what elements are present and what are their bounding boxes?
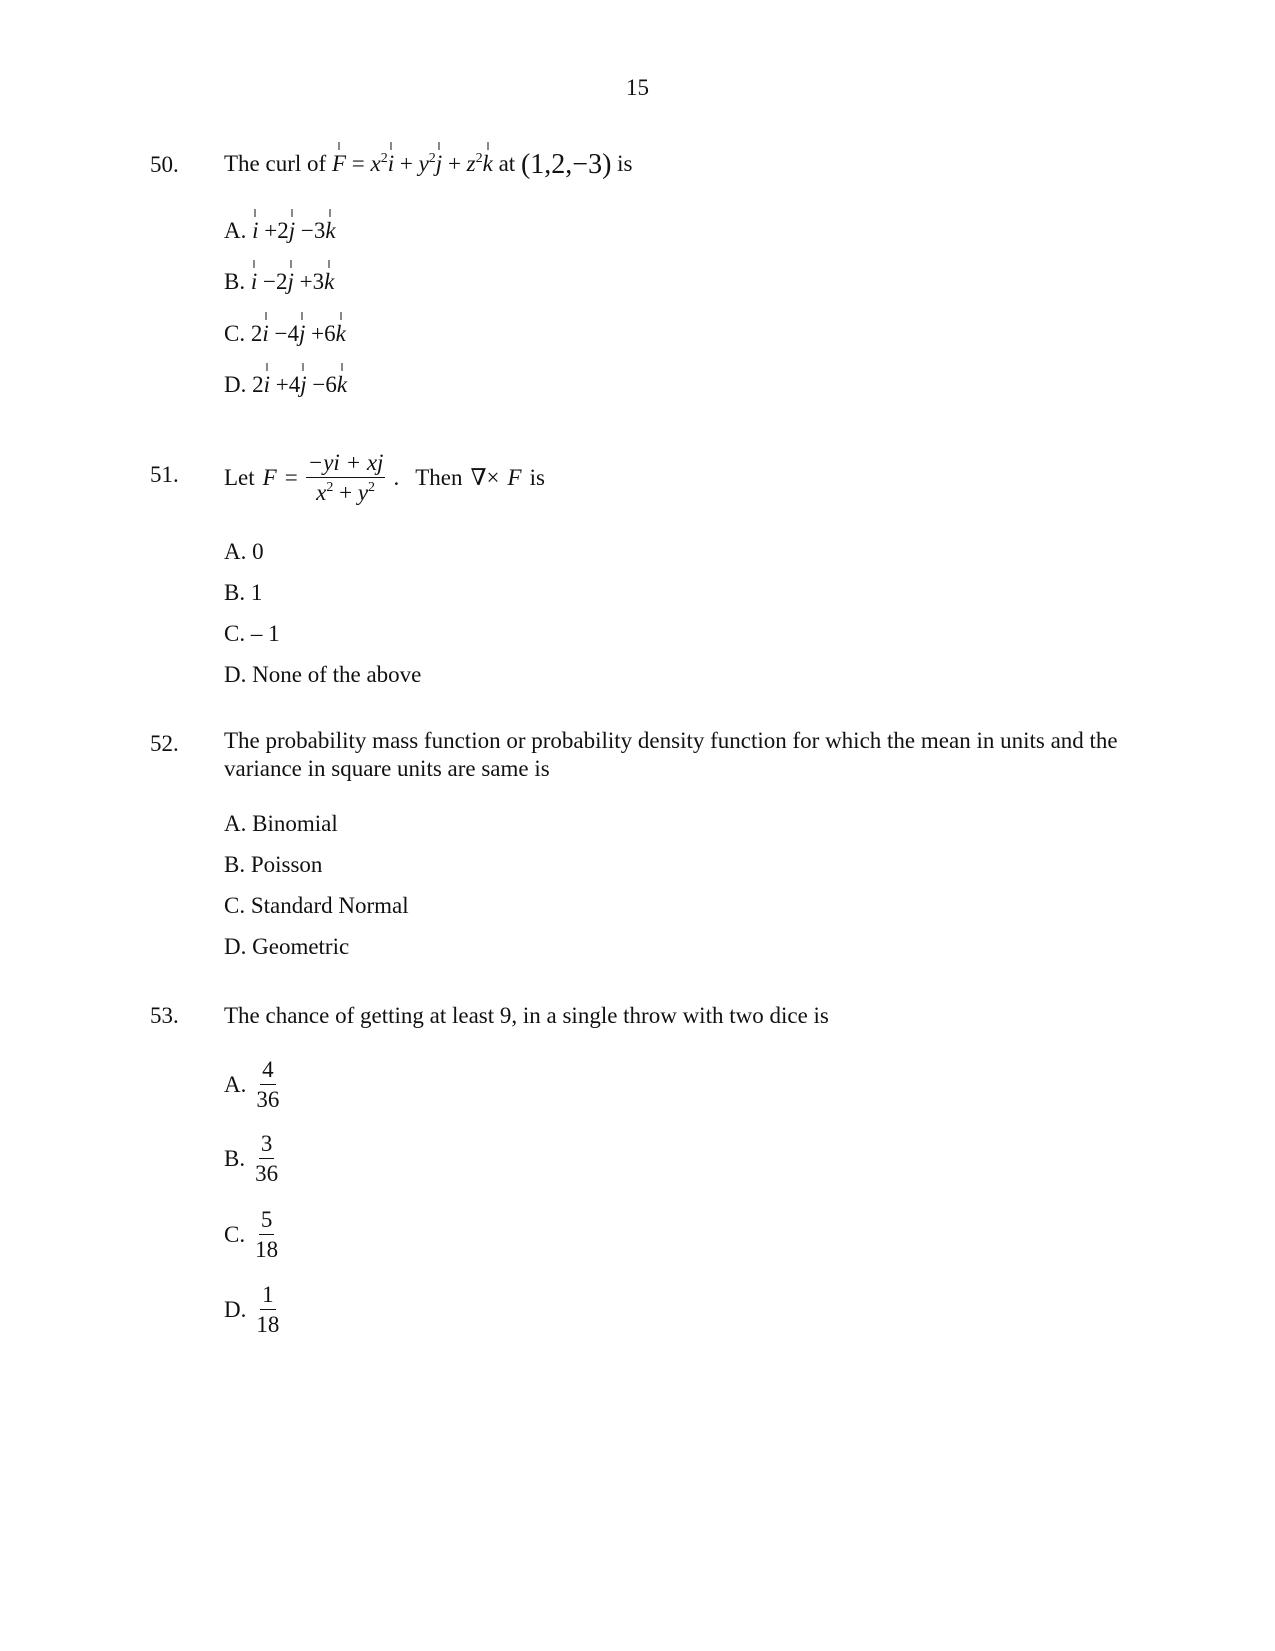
exp: 2 xyxy=(380,151,388,166)
option-text: Binomial xyxy=(252,811,338,836)
coef-k: +6 xyxy=(311,321,336,346)
coef-k: −6 xyxy=(312,372,337,397)
option-label: C. xyxy=(224,321,246,346)
question-50-stem xyxy=(224,151,633,179)
unit-j: j xyxy=(435,151,443,176)
question-53-number: 53. xyxy=(150,1003,179,1028)
coef-i: 2 xyxy=(252,372,264,397)
option-52-b[interactable] xyxy=(224,853,322,876)
equals: = xyxy=(284,464,298,490)
var-x: x xyxy=(316,479,327,505)
var-z: z xyxy=(466,151,476,176)
stem-text: Let xyxy=(224,464,255,490)
then-word: Then xyxy=(415,464,463,490)
option-label: A. xyxy=(224,1072,247,1097)
coef-k: +3 xyxy=(299,269,325,294)
option-text: Standard Normal xyxy=(250,893,409,918)
stem-tail: is xyxy=(529,464,545,490)
option-51-c[interactable] xyxy=(224,622,280,645)
unit-j: j xyxy=(298,321,306,346)
option-text: Poisson xyxy=(250,852,323,877)
question-50-number: 50. xyxy=(150,152,179,177)
plus: + xyxy=(447,151,461,176)
option-label: A. xyxy=(224,811,247,836)
fraction xyxy=(254,1283,281,1336)
fraction-denominator: 18 xyxy=(256,1312,280,1337)
option-label: C. xyxy=(224,893,246,918)
plus: + xyxy=(399,151,413,176)
unit-j: j xyxy=(288,218,296,243)
unit-j: j xyxy=(287,269,294,294)
fraction-denominator: 18 xyxy=(255,1237,279,1262)
fraction-numerator: 3 xyxy=(259,1132,275,1159)
coef-j: +2 xyxy=(264,218,289,243)
option-53-c[interactable] xyxy=(224,1208,280,1261)
option-52-d[interactable] xyxy=(224,935,349,958)
exp: 2 xyxy=(475,151,483,166)
option-51-a[interactable] xyxy=(224,540,264,563)
unit-i: i xyxy=(263,372,271,397)
page-number: 15 xyxy=(626,75,649,100)
exp: 2 xyxy=(368,479,376,495)
question-52-number: 52. xyxy=(150,731,179,756)
plus: + xyxy=(339,479,353,505)
option-50-b[interactable] xyxy=(224,270,334,293)
fraction-numerator: −yi + xj xyxy=(306,451,386,478)
stem-tail: is xyxy=(617,151,633,176)
unit-i: i xyxy=(252,218,259,243)
option-text: None of the above xyxy=(252,662,422,687)
period: . xyxy=(393,464,400,490)
unit-k: k xyxy=(325,218,336,243)
option-label: D. xyxy=(224,372,247,397)
question-51-stem xyxy=(224,443,545,511)
question-52-stem: The probability mass function or probability density function for which the mean in units and the variance in square units are same is xyxy=(224,728,1118,781)
option-label: B. xyxy=(224,269,246,294)
unit-i: i xyxy=(250,269,258,294)
option-label: B. xyxy=(224,1146,246,1171)
option-52-a[interactable] xyxy=(224,812,338,835)
coef-j: +4 xyxy=(275,372,301,397)
fraction xyxy=(254,1058,281,1111)
option-label: B. xyxy=(224,580,246,605)
coef-k: −3 xyxy=(300,218,326,243)
option-51-b[interactable] xyxy=(224,581,262,604)
option-label: C. xyxy=(224,621,246,646)
unit-j: j xyxy=(300,372,307,397)
unit-k: k xyxy=(335,321,346,346)
option-53-a[interactable] xyxy=(224,1058,281,1111)
coef-j: −4 xyxy=(274,321,299,346)
unit-i: i xyxy=(387,151,395,176)
unit-i: i xyxy=(262,321,269,346)
equals: = xyxy=(351,151,365,176)
option-label: C. xyxy=(224,1222,246,1247)
option-label: D. xyxy=(224,934,247,959)
unit-k: k xyxy=(482,151,493,176)
option-50-c[interactable] xyxy=(224,322,346,345)
option-52-c[interactable] xyxy=(224,894,409,917)
option-text: Geometric xyxy=(252,934,350,959)
var-y: y xyxy=(418,151,429,176)
var-y: y xyxy=(357,479,369,505)
coef-j: −2 xyxy=(262,269,288,294)
exp: 2 xyxy=(428,151,436,166)
question-51-number: 51. xyxy=(150,462,179,487)
var-x: x xyxy=(370,151,381,176)
option-text: 1 xyxy=(250,580,263,605)
point: (1,2,−3) xyxy=(520,149,612,180)
unit-k: k xyxy=(324,269,335,294)
option-label: A. xyxy=(224,539,247,564)
var-f: F xyxy=(262,464,277,490)
option-51-d[interactable] xyxy=(224,663,421,686)
coef-i: 2 xyxy=(250,321,263,346)
fraction-numerator: 4 xyxy=(260,1058,276,1085)
fraction-denominator: 36 xyxy=(255,1161,279,1186)
option-50-a[interactable] xyxy=(224,219,336,242)
option-53-d[interactable] xyxy=(224,1283,281,1336)
question-53-stem: The chance of getting at least 9, in a single throw with two dice is xyxy=(224,1003,829,1028)
option-label: D. xyxy=(224,662,247,687)
fraction xyxy=(253,1208,280,1261)
fraction-numerator: 5 xyxy=(259,1208,275,1235)
option-label: D. xyxy=(224,1297,247,1322)
unit-k: k xyxy=(336,372,348,397)
exp: 2 xyxy=(326,479,334,495)
fraction-denominator xyxy=(314,478,377,504)
option-label: B. xyxy=(224,852,246,877)
option-53-b[interactable] xyxy=(224,1132,280,1185)
fraction-numerator: 1 xyxy=(260,1283,276,1310)
fraction-denominator: 36 xyxy=(256,1087,280,1112)
option-label: A. xyxy=(224,218,247,243)
stem-text: The curl of xyxy=(224,151,327,176)
nabla-cross: ∇× xyxy=(470,464,500,490)
vector-f: F xyxy=(331,151,346,176)
fraction xyxy=(253,1132,280,1185)
option-50-d[interactable] xyxy=(224,373,347,396)
var-f: F xyxy=(507,464,522,490)
option-text: 0 xyxy=(252,539,264,564)
fraction xyxy=(306,451,386,504)
at-word: at xyxy=(498,151,516,176)
option-text: – 1 xyxy=(250,621,280,646)
